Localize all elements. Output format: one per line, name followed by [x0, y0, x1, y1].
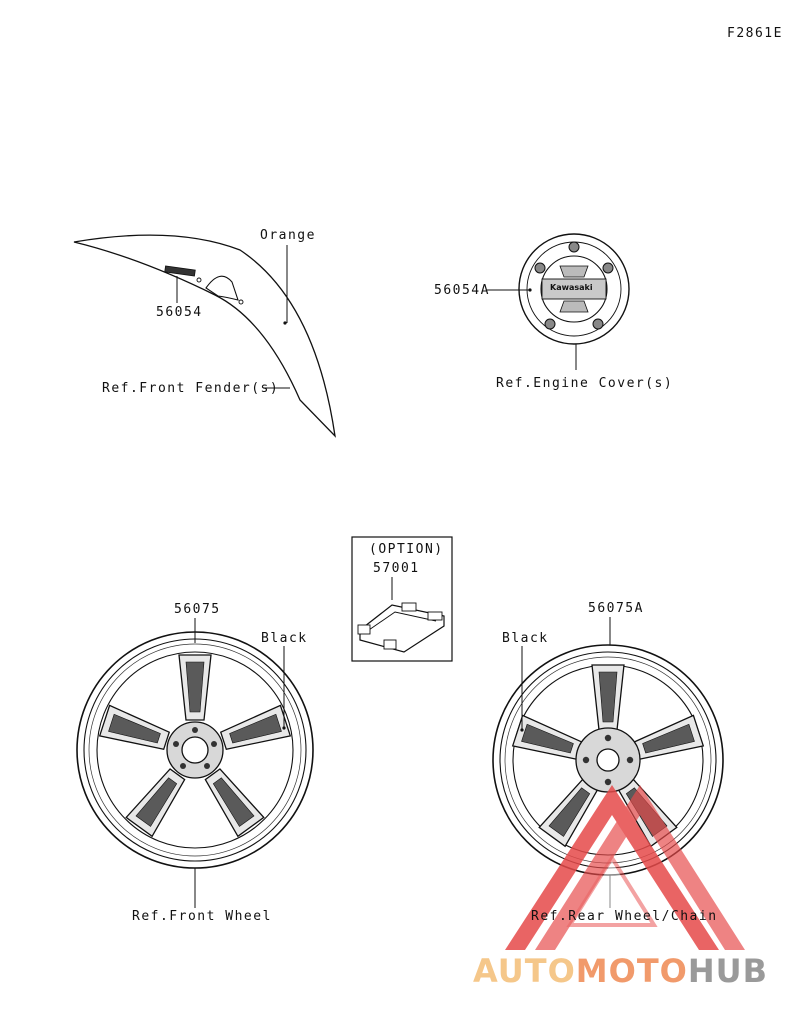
engine-cover-part-number[interactable]: 56054A [434, 283, 490, 298]
front-fender [74, 235, 335, 436]
front-wheel-reference: Ref.Front Wheel [132, 909, 272, 924]
fender-color-label: Orange [260, 228, 316, 243]
front-wheel-part-number[interactable]: 56075 [174, 602, 221, 617]
engine-cover-badge-text: Kawasaki [550, 283, 593, 292]
option-title: (OPTION) [369, 542, 444, 557]
front-wheel-color-label: Black [261, 631, 308, 646]
figure-code: F2861E [727, 26, 783, 41]
rear-wheel-color-label: Black [502, 631, 549, 646]
watermark-hub: HUB [687, 952, 769, 990]
watermark-text [473, 952, 769, 990]
front-wheel [77, 632, 313, 868]
fender-reference: Ref.Front Fender(s) [102, 381, 280, 396]
rear-wheel-reference: Ref.Rear Wheel/Chain [531, 909, 718, 924]
watermark-auto: AUTO [473, 952, 576, 990]
option-part-number[interactable]: 57001 [373, 561, 420, 576]
engine-cover-reference: Ref.Engine Cover(s) [496, 376, 674, 391]
watermark-moto: MOTO [575, 952, 688, 990]
fender-part-number[interactable]: 56054 [156, 305, 203, 320]
rear-wheel-part-number[interactable]: 56075A [588, 601, 644, 616]
